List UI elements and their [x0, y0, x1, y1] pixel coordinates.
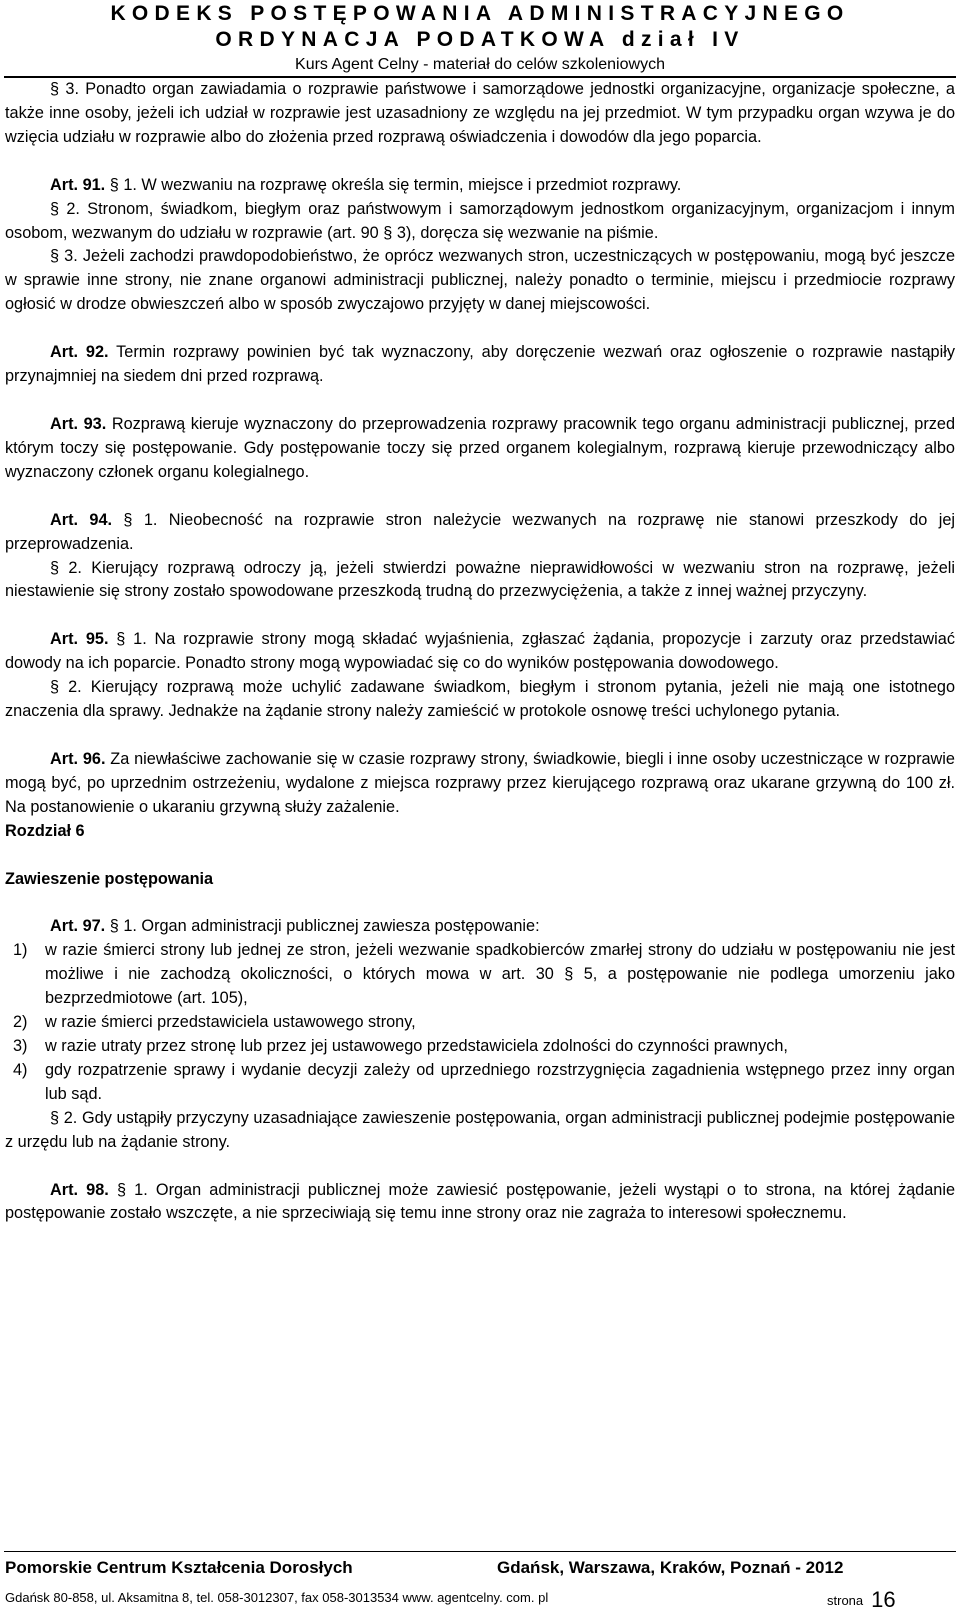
article-label: Art. 98.	[50, 1180, 109, 1199]
article-label: Art. 92.	[50, 343, 109, 362]
list-item	[5, 1059, 955, 1107]
paragraph-text: Rozprawą kieruje wyznaczony do przeprowadzenia rozprawy pracownik tego organu administracji publicznej, przed którym toczy się postępowanie. Gdy postępowanie toczy się przed organem kolegialnym, rozprawą kieruje przewodniczący albo wyznaczony członek organu kolegialnego.	[5, 414, 955, 481]
article-93	[5, 413, 955, 485]
list-item-number: 1)	[13, 941, 28, 960]
article-91-par-2: § 2. Stronom, świadkom, biegłym oraz państwowym i samorządowym jednostkom organizacyjnym, organizacjom i innym osobom, wezwanym do udziału w rozprawie (art. 90 § 3), doręcza się wezwanie na piśmie.	[5, 199, 955, 242]
paragraph-text: § 1. Organ administracji publicznej może zawiesić postępowanie, jeżeli wystąpi o to strona, na której żądanie postępowanie zostało wszczęte, a nie sprzeciwiają się temu inne strony oraz nie zagraża to interesowi społecznemu.	[5, 1180, 956, 1223]
list-item	[5, 939, 955, 1011]
article-label: Art. 96.	[50, 749, 106, 768]
article-label: Art. 97.	[50, 917, 106, 936]
article-97-par-1	[5, 915, 955, 939]
article-94-par-1	[5, 509, 955, 557]
article-96	[5, 748, 955, 820]
list-item	[5, 1035, 955, 1059]
paragraph-text: § 1. W wezwaniu na rozprawę określa się termin, miejsce i przedmiot rozprawy.	[109, 175, 682, 194]
paragraph-text: § 1. Nieobecność na rozprawie stron należycie wezwanych na rozprawę nie stanowi przeszkody do jej przeprowadzenia.	[5, 510, 955, 553]
article-91-par-3: § 3. Jeżeli zachodzi prawdopodobieństwo, że oprócz wezwanych stron, uczestniczących w postępowaniu, mogą być jeszcze w sprawie inne strony, nie znane organowi administracji publicznej, należy ponadto o terminie, miejscu i przedmiocie rozprawy ogłosić w drodze obwieszczeń albo w sposób zwyczajowo przyjęty w danej miejscowości.	[5, 247, 955, 314]
list-item-text: w razie utraty przez stronę lub przez jej ustawowego przedstawiciela zdolności do czynności prawnych,	[45, 1037, 788, 1055]
header-subtitle: Kurs Agent Celny - materiał do celów szkoleniowych	[295, 56, 665, 73]
list-item-text: gdy rozpatrzenie sprawy i wydanie decyzji zależy od uprzedniego rozstrzygnięcia zagadnienia wstępnego przez inny organ lub sąd.	[45, 1060, 955, 1103]
page-indicator	[827, 1588, 896, 1611]
article-label: Art. 94.	[50, 510, 113, 529]
page-number: 16	[871, 1587, 896, 1612]
article-92	[5, 341, 955, 389]
article-95-par-2: § 2. Kierujący rozprawą może uchylić zadawane świadkom, biegłym i stronom pytania, jeżeli nie mają one istotnego znaczenia dla sprawy. Jednakże na żądanie strony należy zamieścić w protokole osnowę treści uchylonego pytania.	[5, 678, 955, 721]
paragraph-text: § 1. Na rozprawie strony mogą składać wyjaśnienia, zgłaszać żądania, propozycje i zarzuty oraz przedstawiać dowody na ich poparcie. Ponadto strony mogą wypowiadać się co do wyników postępowania dowodowego.	[5, 630, 955, 673]
list-item-text: w razie śmierci strony lub jednej ze stron, jeżeli wezwanie spadkobierców zmarłej strony do udziału w postępowaniu nie jest możliwe i nie zachodzą okoliczności, o których mowa w art. 30 § 5, a postępowanie nie podlega umorzeniu jako bezprzedmiotowe (art. 105),	[45, 941, 955, 1008]
article-label: Art. 91.	[50, 175, 106, 194]
footer-divider	[4, 1551, 956, 1552]
article-94-par-2: § 2. Kierujący rozprawą odroczy ją, jeżeli stwierdzi poważne nieprawidłowości w wezwaniu stron na rozprawę, jeżeli niestawienie się strony zostało spowodowane przeszkodą trudną do przezwyciężenia, a także z innej ważnej przyczyny.	[5, 558, 955, 601]
chapter-title: Zawieszenie postępowania	[5, 869, 214, 888]
footer-organization: Pomorskie Centrum Kształcenia Dorosłych	[5, 1558, 353, 1577]
footer-address: Gdańsk 80-858, ul. Aksamitna 8, tel. 058-3012307, fax 058-3013534 www. agentcelny. com. pl	[5, 1590, 549, 1605]
footer-cities: Gdańsk, Warszawa, Kraków, Poznań - 2012	[497, 1558, 844, 1577]
list-item-number: 3)	[13, 1037, 28, 1055]
header-title-line2: ORDYNACJA PODATKOWA dział IV	[215, 28, 745, 51]
paragraph-text: Za niewłaściwe zachowanie się w czasie rozprawy strony, świadkowie, biegli i inne osoby uczestniczące w rozprawie mogą być, po uprzednim ostrzeżeniu, wydalone z miejsca rozprawy przez kierującego rozprawą oraz ukarane grzywną do 100 zł. Na postanowienie o ukaraniu grzywną służy zażalenie.	[5, 749, 955, 816]
paragraph-text: § 1. Organ administracji publicznej zawiesza postępowanie:	[109, 917, 540, 936]
article-97-par-2: § 2. Gdy ustąpiły przyczyny uzasadniające zawieszenie postępowania, organ administracji publicznej podejmie postępowanie z urzędu lub na żądanie strony.	[5, 1108, 955, 1151]
list-item	[5, 1011, 955, 1035]
list-item-text: w razie śmierci przedstawiciela ustawowego strony,	[45, 1013, 416, 1032]
page-label: strona	[827, 1593, 864, 1608]
chapter-heading: Rozdział 6	[5, 821, 85, 840]
list-item-number: 2)	[13, 1013, 28, 1032]
article-95-par-1	[5, 628, 955, 676]
article-98-par-1	[5, 1179, 955, 1227]
article-91-par-1	[5, 174, 955, 198]
document-body	[5, 78, 955, 1226]
article-97-list	[5, 939, 955, 1106]
article-label: Art. 95.	[50, 630, 109, 649]
list-item-number: 4)	[13, 1060, 28, 1079]
article-label: Art. 93.	[50, 414, 107, 433]
paragraph-text: Termin rozprawy powinien być tak wyznaczony, aby doręczenie wezwań oraz ogłoszenie o rozprawie nastąpiły przynajmniej na siedem dni przed rozprawą.	[5, 343, 955, 386]
header-title-line1: KODEKS POSTĘPOWANIA ADMINISTRACYJNEGO	[110, 2, 850, 25]
paragraph: § 3. Ponadto organ zawiadamia o rozprawie państwowe i samorządowe jednostki organizacyjne, organizacje społeczne, a także inne osoby, jeżeli ich udział w rozprawie jest uzasadniony ze względu na jej przedmiot. W tym przypadku organ wzywa je do wzięcia udziału w rozprawie albo do złożenia przed rozprawą oświadczenia i dowodów dla jego poparcia.	[5, 80, 955, 146]
